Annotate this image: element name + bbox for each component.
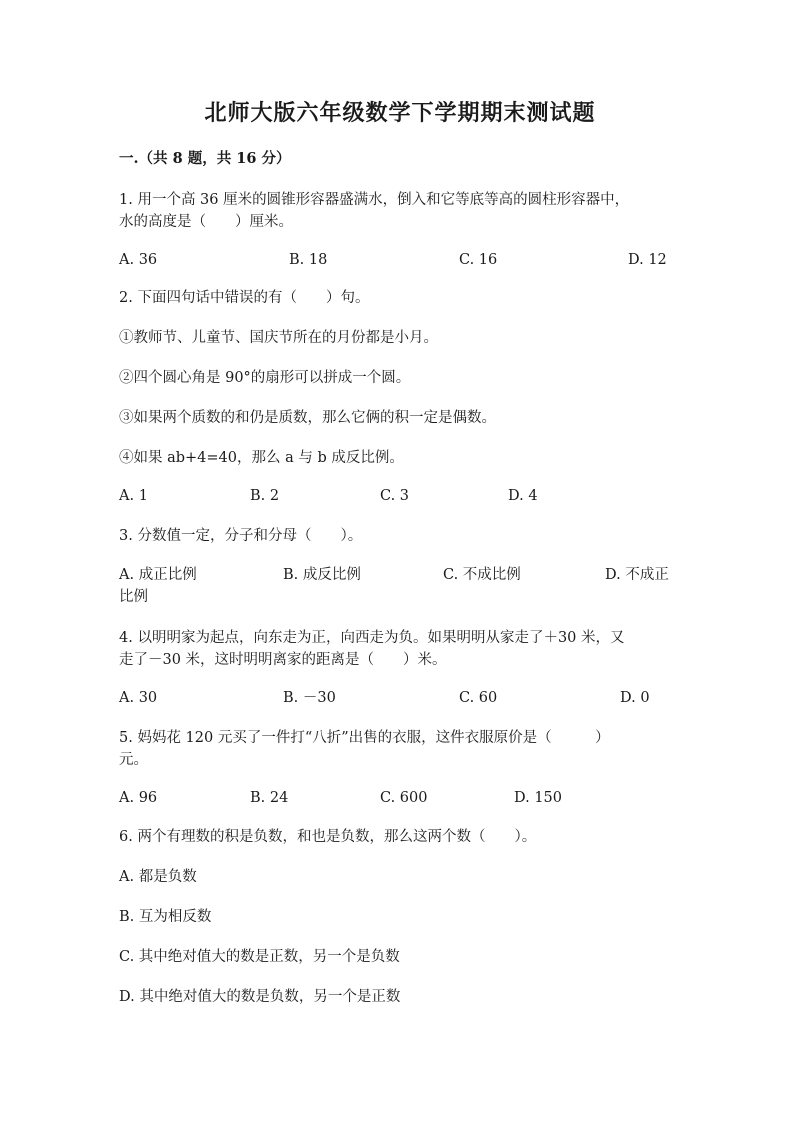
question-6-option-a: A. 都是负数: [119, 869, 197, 885]
question-6-option-b: B. 互为相反数: [119, 909, 212, 925]
question-4-option-a: A. 30: [119, 690, 158, 706]
question-5-option-d: D. 150: [514, 790, 563, 806]
question-2-option-d: D. 4: [508, 488, 538, 504]
question-6-stem: 6. 两个有理数的积是负数，和也是负数，那么这两个数（ ）。: [119, 829, 537, 845]
question-6-option-c: C. 其中绝对值大的数是正数，另一个是负数: [119, 949, 400, 965]
question-1-option-a: A. 36: [119, 252, 158, 268]
question-6-option-d: D. 其中绝对值大的数是负数，另一个是正数: [119, 989, 401, 1005]
question-3-option-d: D. 不成正: [605, 567, 669, 583]
question-2-stem: 2. 下面四句话中错误的有（ ）句。: [119, 290, 370, 306]
question-3-option-a: A. 成正比例: [119, 567, 197, 583]
page-title: 北师大版六年级数学下学期期末测试题: [204, 100, 596, 126]
question-2-statement-1: ①教师节、儿童节、国庆节所在的月份都是小月。: [119, 330, 438, 346]
question-1-line-1: 1. 用一个高 36 厘米的圆锥形容器盛满水，倒入和它等底等高的圆柱形容器中，: [119, 192, 630, 208]
question-2-option-a: A. 1: [119, 488, 148, 504]
question-3-option-c: C. 不成比例: [443, 567, 521, 583]
question-4-line-1: 4. 以明明家为起点，向东走为正，向西走为负。如果明明从家走了＋30 米，又: [119, 630, 625, 646]
question-5-option-a: A. 96: [119, 790, 158, 806]
question-4-line-2: 走了－30 米，这时明明离家的距离是（ ）米。: [119, 652, 447, 668]
question-1-line-2: 水的高度是（ ）厘米。: [119, 214, 293, 230]
question-1-option-c: C. 16: [459, 252, 498, 268]
question-4-option-b: B. －30: [283, 690, 336, 706]
question-2-statement-2: ②四个圆心角是 90°的扇形可以拼成一个圆。: [119, 370, 411, 386]
question-3-option-d-wrap: 比例: [119, 589, 148, 605]
question-5-line-2: 元。: [119, 752, 148, 768]
question-3-option-b: B. 成反比例: [283, 567, 361, 583]
question-2-statement-3: ③如果两个质数的和仍是质数，那么它俩的积一定是偶数。: [119, 410, 496, 426]
question-5-option-c: C. 600: [380, 790, 428, 806]
question-1-option-b: B. 18: [289, 252, 328, 268]
question-5-line-1: 5. 妈妈花 120 元买了一件打“八折”出售的衣服，这件衣服原价是（ ）: [119, 730, 610, 746]
question-2-option-b: B. 2: [250, 488, 280, 504]
question-1-option-d: D. 12: [628, 252, 667, 268]
question-2-option-c: C. 3: [380, 488, 410, 504]
question-4-option-d: D. 0: [620, 690, 650, 706]
section-heading: 一.（共 8 题，共 16 分）: [119, 150, 291, 167]
question-4-option-c: C. 60: [459, 690, 498, 706]
question-5-option-b: B. 24: [250, 790, 289, 806]
question-2-statement-4: ④如果 ab+4=40，那么 a 与 b 成反比例。: [119, 450, 404, 466]
question-3-stem: 3. 分数值一定，分子和分母（ ）。: [119, 528, 363, 544]
